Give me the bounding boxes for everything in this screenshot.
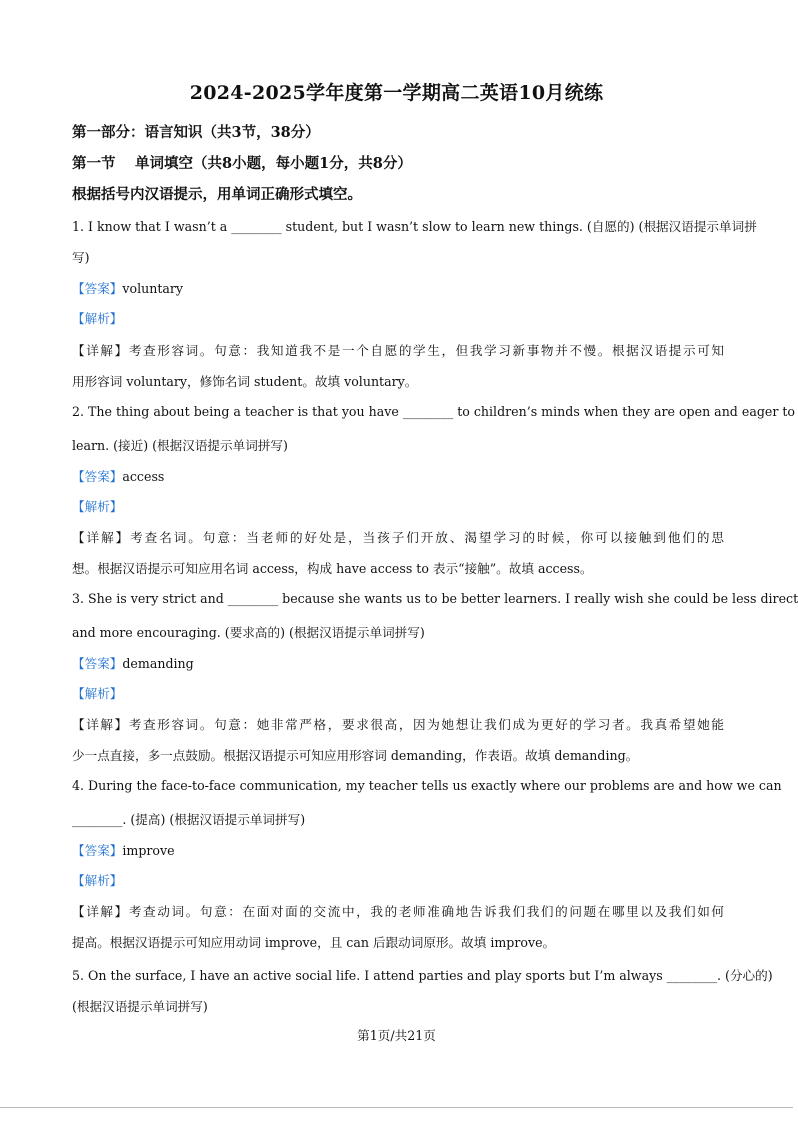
detail-2-line-1: 【详解】考查名词。句意：当老师的好处是，当孩子们开放、渴望学习的时候，你可以接触到他们的思 [72, 530, 725, 545]
analysis-label: 【解析】 [72, 311, 123, 326]
answer-value: access [122, 469, 165, 484]
detail-label: 【详解】 [72, 343, 129, 358]
question-2-line-2: learn. (接近) (根据汉语提示单词拼写) [72, 438, 288, 453]
answer-value: voluntary [122, 281, 184, 296]
question-1-line-2: 写) [72, 250, 90, 265]
answer-2 [72, 466, 724, 485]
answer-label: 【答案】 [72, 469, 123, 484]
detail-3-line-1: 【详解】考查形容词。句意：她非常严格，要求很高，因为她想让我们成为更好的学习者。我真希望她能 [72, 717, 725, 732]
answer-1 [72, 278, 724, 297]
question-4-line-2: ________. (提高) (根据汉语提示单词拼写) [72, 812, 306, 827]
detail-4-line-2: 提高。根据汉语提示可知应用动词 improve，且 can 后跟动词原形。故填 improve。 [72, 935, 556, 950]
detail-label: 【详解】 [72, 904, 129, 919]
detail-3-line-2: 少一点直接，多一点鼓励。根据汉语提示可知应用形容词 demanding，作表语。故填 demanding。 [72, 748, 639, 763]
answer-4 [72, 840, 724, 859]
answer-label: 【答案】 [72, 843, 123, 858]
question-3-line-2: and more encouraging. (要求高的) (根据汉语提示单词拼写) [72, 625, 425, 640]
page-divider [0, 1107, 793, 1108]
part-heading: 第一部分：语言知识（共3节，38分） [72, 124, 320, 141]
answer-label: 【答案】 [72, 281, 123, 296]
section-heading: 第一节 单词填空（共8小题，每小题1分，共8分） [72, 155, 412, 172]
analysis-1 [72, 308, 724, 327]
question-5-line-1: 5. On the surface, I have an active social life. I attend parties and play sports but I’m always ________. (分心的) [72, 968, 773, 983]
detail-1-line-1: 【详解】考查形容词。句意：我知道我不是一个自愿的学生，但我学习新事物并不慢。根据汉语提示可知 [72, 343, 725, 358]
detail-label: 【详解】 [72, 717, 129, 732]
instruction: 根据括号内汉语提示，用单词正确形式填空。 [72, 186, 362, 203]
page-footer: 第1页/共21页 [357, 1028, 436, 1043]
detail-label: 【详解】 [72, 530, 131, 545]
detail-2-line-2: 想。根据汉语提示可知应用名词 access，构成 have access to 表示“接触”。故填 access。 [72, 561, 593, 576]
analysis-4 [72, 870, 724, 889]
answer-value: demanding [122, 656, 194, 671]
answer-label: 【答案】 [72, 656, 123, 671]
analysis-3 [72, 683, 724, 702]
analysis-label: 【解析】 [72, 686, 123, 701]
answer-3 [72, 653, 724, 672]
analysis-2 [72, 496, 724, 515]
answer-value: improve [122, 843, 175, 858]
detail-4-line-1: 【详解】考查动词。句意：在面对面的交流中，我的老师准确地告诉我们我们的问题在哪里以及我们如何 [72, 904, 725, 919]
question-2-line-1: 2. The thing about being a teacher is that you have ________ to children’s minds when they are open and eager to [72, 404, 796, 419]
question-5-line-2: (根据汉语提示单词拼写) [72, 999, 208, 1014]
analysis-label: 【解析】 [72, 499, 123, 514]
analysis-label: 【解析】 [72, 873, 123, 888]
page-title: 2024-2025学年度第一学期高二英语10月统练 [189, 82, 604, 104]
question-4-line-1: 4. During the face-to-face communication, my teacher tells us exactly where our problems are and how we can [72, 778, 782, 793]
detail-1-line-2: 用形容词 voluntary，修饰名词 student。故填 voluntary。 [72, 374, 418, 389]
question-3-line-1: 3. She is very strict and ________ because she wants us to be better learners. I really wish she could be less direct [72, 591, 798, 606]
question-1-line-1: 1. I know that I wasn’t a ________ student, but I wasn’t slow to learn new things. (自愿的) (根据汉语提示单词拼 [72, 219, 757, 234]
